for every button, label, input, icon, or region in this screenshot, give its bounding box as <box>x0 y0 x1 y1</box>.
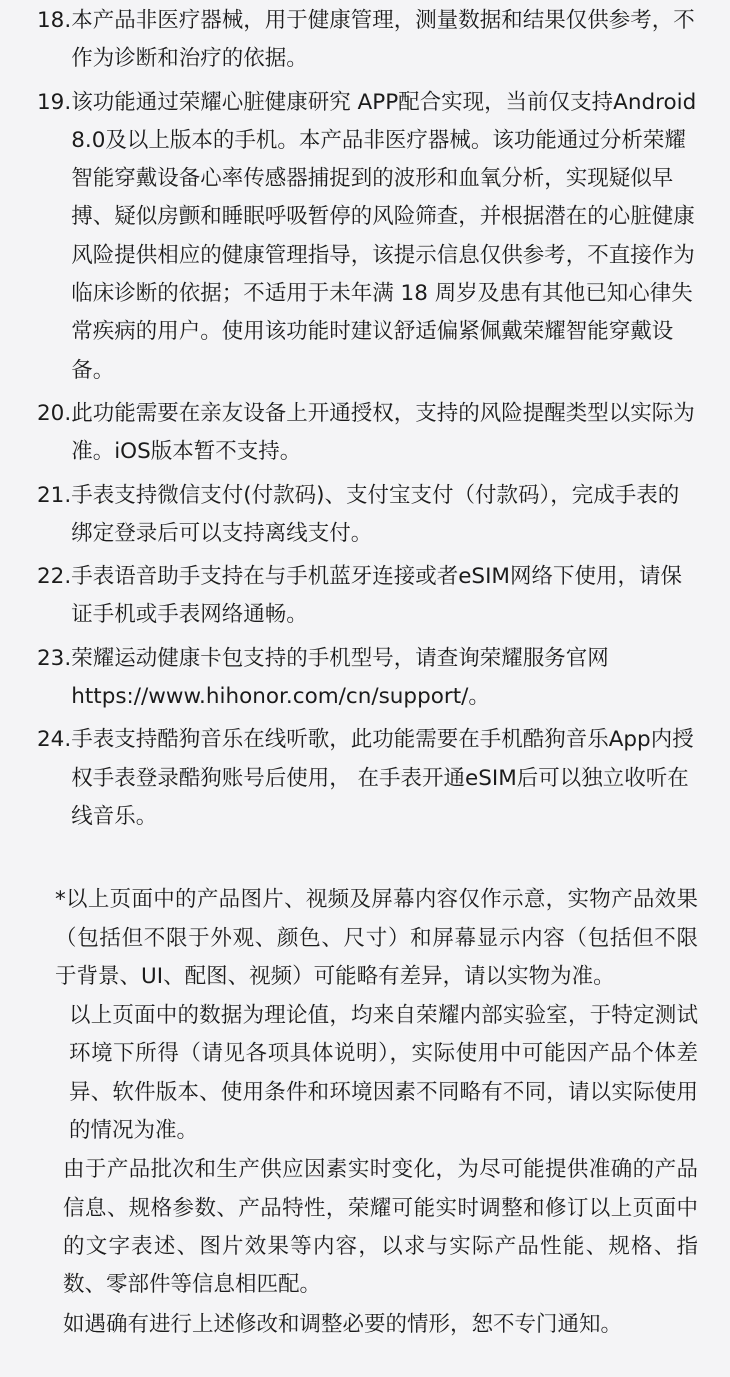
note-18 <box>37 2 698 79</box>
disclaimer-adjustments: 由于产品批次和生产供应因素实时变化，为尽可能提供准确的产品信息、规格参数、产品特性，荣耀可能实时调整和修订以上页面中的文字表述、图片效果等内容，以求与实际产品性能、规格、指数、零部件等信息相匹配。 <box>63 1157 698 1298</box>
note-text: 本产品非医疗器械，用于健康管理，测量数据和结果仅供参考，不作为诊断和治疗的依据。 <box>71 8 695 72</box>
note-23 <box>37 640 698 717</box>
note-24 <box>37 721 698 836</box>
disclaimer-data: 以上页面中的数据为理论值，均来自荣耀内部实验室，于特定测试环境下所得（请见各项具体说明），实际使用中可能因产品个体差异、软件版本、使用条件和环境因素不同略有不同，请以实际使用的情况为准。 <box>69 1003 698 1144</box>
note-number: 20. <box>37 400 72 426</box>
numbered-notes <box>37 2 698 836</box>
disclaimer-block <box>37 881 698 1344</box>
note-number: 18. <box>37 8 72 33</box>
note-text: 该功能通过荣耀心脏健康研究 APP配合实现，当前仅支持Android 8.0及以上版本的手机。本产品非医疗器械。该功能通过分析荣耀智能穿戴设备心率传感器捕捉到的波形和血氧分析，实现疑似早搏、疑似房颤和睡眠呼吸暂停的风险筛查，并根据潜在的心脏健康风险提供相应的健康管理指导，该提示信息仅供参考，不直接作为临床诊断的依据；不适用于未年满 18 周岁及患有其他已知心律失常疾病的用户。使用该功能时建议舒适偏紧佩戴荣耀智能穿戴设备。 <box>71 89 697 383</box>
note-text: 手表支持微信支付(付款码)、支付宝支付（付款码），完成手表的绑定登录后可以支持离线支付。 <box>71 482 680 546</box>
note-19 <box>37 84 698 390</box>
note-text: 手表语音助手支持在与手机蓝牙连接或者eSIM网络下使用，请保证手机或手表网络通畅。 <box>71 564 682 628</box>
note-text: 手表支持酷狗音乐在线听歌，此功能需要在手机酷狗音乐App内授权手表登录酷狗账号后使用， 在手表开通eSIM后可以独立收听在线音乐。 <box>71 727 694 829</box>
note-number: 23. <box>37 645 72 671</box>
note-number: 22. <box>37 564 72 590</box>
disclaimer-notice: 如遇确有进行上述修改和调整必要的情形，恕不专门通知。 <box>63 1311 623 1337</box>
note-21 <box>37 477 698 554</box>
note-number: 19. <box>37 89 72 115</box>
note-number: 21. <box>37 482 72 508</box>
disclaimer-images: *以上页面中的产品图片、视频及屏幕内容仅作示意，实物产品效果（包括但不限于外观、颜色、尺寸）和屏幕显示内容（包括但不限于背景、UI、配图、视频）可能略有差异，请以实物为准。 <box>55 887 698 989</box>
note-20 <box>37 395 698 472</box>
note-text: 荣耀运动健康卡包支持的手机型号，请查询荣耀服务官网https://www.hihonor.com/cn/support/。 <box>71 645 609 710</box>
note-text: 此功能需要在亲友设备上开通授权，支持的风险提醒类型以实际为准。iOS版本暂不支持。 <box>71 400 695 465</box>
note-number: 24. <box>37 727 72 753</box>
note-22 <box>37 558 698 635</box>
